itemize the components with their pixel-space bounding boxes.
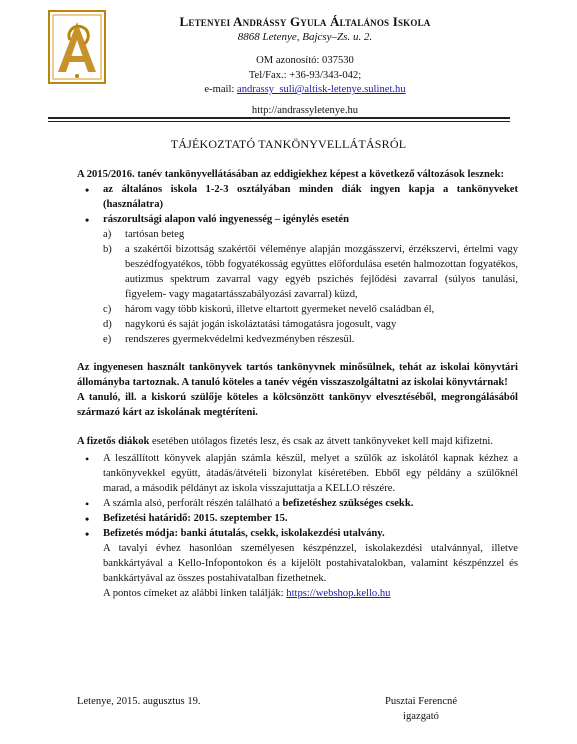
website: http://andrassyletenye.hu — [251, 104, 359, 116]
changes-list — [77, 182, 518, 227]
paying-lead: A fizetős diákok — [77, 435, 150, 447]
document-body — [77, 167, 518, 601]
durable-book-notice: Az ingyenesen használt tankönyvek tartós tankönyvnek minősülnek, tehát az iskolai könyvtári állományba tartoznak. A tanuló köteles a tanév végén visszaszolgáltatni az iskolai könyvtárnak! — [77, 362, 518, 389]
signer-name: Pusztai Ferencné — [384, 696, 458, 707]
payment-list — [77, 451, 518, 541]
paying-rest: esetében utólagos fizetés lesz, és csak az átvett tankönyveket kell majd kifizetni. — [149, 435, 493, 447]
item-text: rendszeres gyermekvédelmi kedvezményben részesül. — [125, 334, 355, 346]
list-item: • Befizetési határidő: 2015. szeptember 15. — [77, 511, 518, 526]
item-text: a szakértői bizottság szakértői véleménye alapján mozgásszervi, érzékszervi, értelmi vagy beszédfogyatékos, több fogyatékosság együttes előfordulása esetén halmozottan fogyatékos, autizmus spektrum zavarral vagy egyéb pszichés fejlődési zavarral (súlyos tanulási, figyelem- vagy magatartásszabályozási zavarral) küzd, — [125, 244, 518, 301]
school-logo-icon — [48, 10, 106, 84]
list-item: • az általános iskola 1-2-3 osztályában minden diák ingyen kapja a tankönyveket (használatra) — [77, 182, 518, 212]
list-item: • A leszállított könyvek alapján számla készül, melyet a szülők az iskolától kapnak kézhez a tankönyvekkel együtt, átadás/átvételi bizonylat kíséretében. Ebből egy példány a szülőknél marad, a második példányt az iskola visszajuttatja a KELLO részére. — [77, 451, 518, 496]
list-item: • rászorultsági alapon való ingyenesség – igénylés esetén — [77, 212, 518, 227]
item-text: három vagy több kiskorú, illetve eltartott gyermeket nevelő családban él, — [125, 304, 435, 316]
payment-detail-text: A tavalyi évhez hasonlóan személyesen készpénzzel, iskolakezdési utalvánnyal, illetve bankkártyával a Kello-Infopontokon és a kijelölt postahivatalokban, valamint készpénzzel és bankkártyával az összes postahivatalban fizethetnek. — [103, 542, 518, 584]
list-item: • Befizetés módja: banki átutalás, csekk, iskolakezdési utalvány. — [77, 526, 518, 541]
item-letter: b) — [103, 244, 112, 256]
list-item — [103, 302, 518, 317]
webshop-link[interactable]: https://webshop.kello.hu — [286, 587, 391, 599]
item-text: nagykorú és saját jogán iskoláztatási támogatásra jogosult, vagy — [125, 319, 397, 331]
signature-block — [365, 694, 477, 725]
item-text: tartósan beteg — [125, 229, 185, 241]
header-rule-thick — [48, 117, 510, 119]
om-id: OM azonosító: 037530 — [256, 55, 354, 66]
signer-title: igazgató — [403, 711, 439, 723]
link-label: A pontos címeket az alábbi linken találják: — [103, 587, 287, 599]
place-date: Letenye, 2015. augusztus 19. — [77, 696, 201, 707]
email-label: e-mail: — [204, 84, 237, 96]
contact-block — [150, 54, 460, 118]
phone: Tel/Fax.: +36-93/343-042; — [248, 69, 362, 81]
school-address: 8868 Letenye, Bajcsy–Zs. u. 2. — [237, 31, 373, 43]
school-name: Letenyei Andrássy Gyula Általános Iskola — [179, 14, 431, 29]
list-item — [103, 332, 518, 347]
header-rule-thin — [48, 121, 510, 122]
item-letter: e) — [103, 334, 112, 346]
item-letter: c) — [103, 304, 112, 316]
payment-detail — [77, 541, 518, 601]
paying-intro — [77, 434, 518, 449]
webshop-line — [103, 586, 518, 601]
conditions-list — [77, 227, 518, 347]
list-item — [103, 317, 518, 332]
damage-notice: A tanuló, ill. a kiskorú szülője köteles a kölcsönzött tankönyv elvesztéséből, megrongálásából származó kárt az iskolának megtéríteni. — [77, 392, 518, 419]
list-item — [77, 496, 518, 511]
item-letter: d) — [103, 319, 112, 331]
item-bold: befizetéshez szükséges csekk. — [282, 497, 414, 509]
email-line — [150, 83, 460, 98]
item-letter: a) — [103, 229, 112, 241]
list-item — [103, 227, 518, 242]
item-text: A számla alsó, perforált részén található a — [103, 497, 283, 509]
document-title: TÁJÉKOZTATÓ TANKÖNYVELLÁTÁSRÓL — [170, 137, 407, 151]
intro-paragraph: A 2015/2016. tanév tankönyvellátásában az eddigiekhez képest a következő változások lesznek: — [77, 169, 504, 180]
email-link[interactable]: andrassy_suli@altisk-letenye.sulinet.hu — [237, 84, 406, 96]
list-item — [103, 242, 518, 302]
